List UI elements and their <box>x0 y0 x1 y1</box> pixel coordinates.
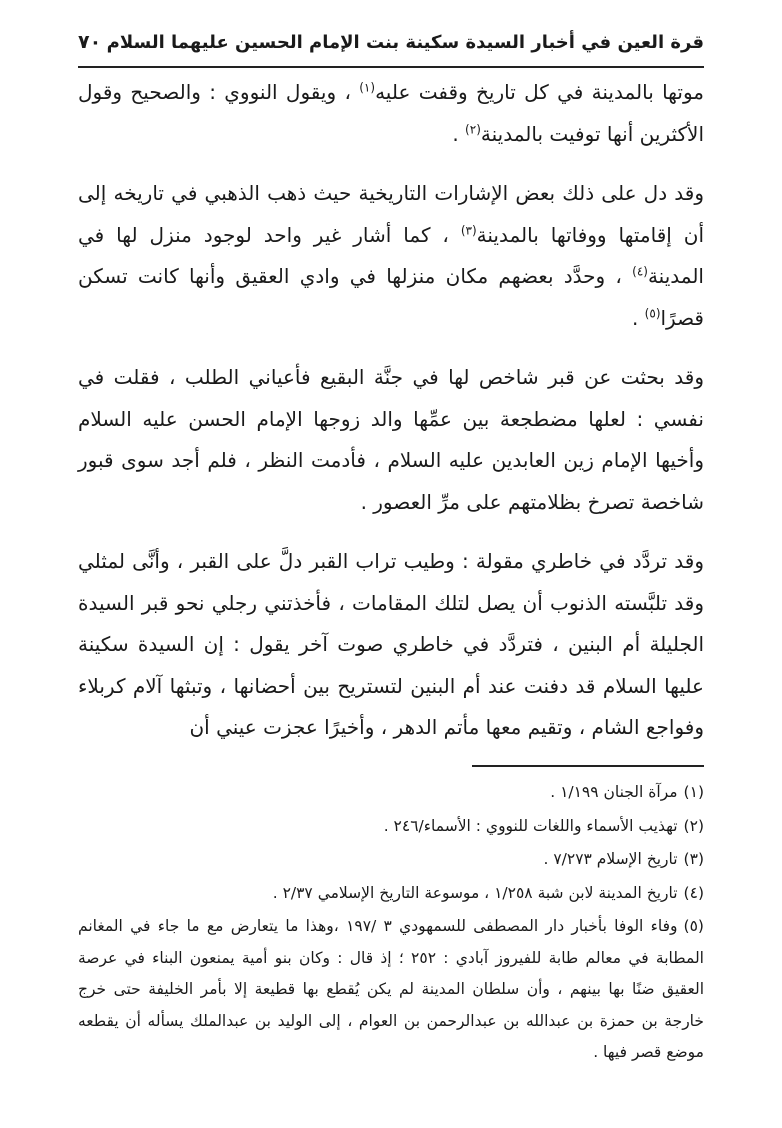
footnote-text: مرآة الجنان ١/١٩٩ . <box>550 783 678 801</box>
footnotes <box>78 777 704 1071</box>
paragraph-1 <box>78 72 704 155</box>
footnote-ref: (٣) <box>460 222 477 237</box>
footnote-item <box>78 811 704 843</box>
footnote-divider <box>472 765 704 767</box>
paragraph-2 <box>78 173 704 339</box>
footnote-ref: (٢) <box>465 121 481 136</box>
paragraph-text: موتها بالمدينة في كل تاريخ وقفت عليه <box>375 80 705 104</box>
paragraph-4: وقد تردَّد في خاطري مقولة : وطيب تراب القبر دلَّ على القبر ، وأنَّى لمثلي وقد تلبَّسته الذنوب أن يصل لتلك المقامات ، فأخذتني رجلي نحو قبر السيدة الجليلة أم البنين ، فتردَّد في خاطري صوت آخر يقول : إن السيدة سكينة عليها السلام قد دفنت عند أم البنين لتستريح بين أحضانها ، وتبثها آلام كربلاء وفواجع الشام ، وتقيم معها مأتم الدهر ، وأخيرًا عجزت عيني أن <box>78 549 704 739</box>
book-title: قرة العين في أخبار السيدة سكينة بنت الإمام الحسين عليهما السلام <box>106 31 704 53</box>
footnote-number: (٥) <box>683 917 704 935</box>
paragraph-text: . <box>631 305 645 330</box>
paragraph-text: ، وحدَّد بعضهم مكان منزلها في وادي العقيق وأنها كانت تسكن قصرًا <box>78 264 704 330</box>
footnote-text: تهذيب الأسماء واللغات للنووي : الأسماء/٢٤٦ . <box>383 816 678 835</box>
footnote-text: وفاء الوفا بأخبار دار المصطفى للسمهودي ٣ /١٩٧ ،وهذا ما يتعارض مع ما جاء في المغانم المطابة في معالم طابة للفيروز آبادي : ٢٥٢ ؛ إذ قال : وكان بنو أمية يمنعون البناء في عرصة العقيق ضنًا بها بينهم ، وأن سلطان المدينة لم يكن يُقطع بها قطيعة إلا بأمر الخليفة حتى خرج خارجة بن حمزة بن عبدالله بن عبدالرحمن بن العوام ، إلى الوليد بن عبدالملك يسأله أن يقطعه موضع قصر فيها . <box>78 917 704 1061</box>
footnote-ref: (٥) <box>644 305 661 320</box>
footnote-item <box>78 911 704 1069</box>
paragraph-text: ، ويقول النووي : والصحيح وقول الأكثرين أنها توفيت بالمدينة <box>78 80 704 146</box>
paragraph-3: وقد بحثت عن قبر شاخص لها في جنَّة البقيع فأعياني الطلب ، فقلت في نفسي : لعلها مضطجعة بين عمِّها والد زوجها الإمام الحسن عليه السلام وأخيها الإمام زين العابدين عليه السلام ، فأدمت النظر ، فلم أجد سوى قبور شاخصة تصرخ بظلامتهم على مرِّ العصور . <box>78 365 704 514</box>
running-header <box>78 18 704 66</box>
footnote-number: (٤) <box>683 883 704 902</box>
paragraph-text: ، كما أشار غير واحد لوجود منزل لها في المدينة <box>78 222 704 288</box>
main-text <box>78 72 704 767</box>
footnote-text: تاريخ المدينة لابن شبة ١/٢٥٨ ، موسوعة التاريخ الإسلامي ٢/٣٧ . <box>272 883 678 902</box>
footnote-number: (٢) <box>683 816 704 835</box>
page-number: ٧٠ <box>78 31 102 53</box>
footnote-ref: (١) <box>359 80 376 95</box>
footnote-item <box>78 878 704 910</box>
header-divider <box>78 66 704 68</box>
paragraph-text: وقد دل على ذلك بعض الإشارات التاريخية حيث ذهب الذهبي في تاريخه إلى أن إقامتها ووفاتها بالمدينة <box>78 181 705 247</box>
footnote-ref: (٤) <box>632 264 648 279</box>
footnote-item <box>78 777 704 809</box>
footnote-number: (٣) <box>683 850 704 868</box>
footnote-item <box>78 844 704 876</box>
footnote-number: (١) <box>683 783 704 801</box>
footnote-text: تاريخ الإسلام ٧/٢٧٣ . <box>543 850 678 868</box>
paragraph-text: . <box>452 121 466 146</box>
